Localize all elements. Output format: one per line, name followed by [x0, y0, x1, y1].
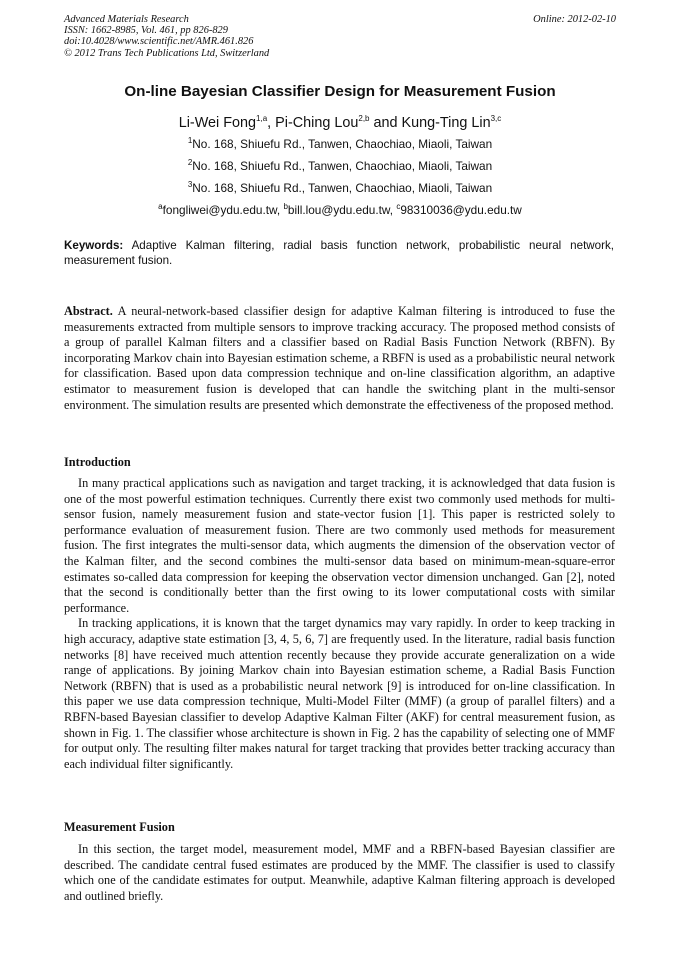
email-sup: c — [396, 202, 401, 212]
abstract — [64, 304, 615, 413]
email-sup: a — [158, 202, 163, 212]
email-sep: , — [389, 203, 397, 217]
measurement-fusion-body — [64, 842, 615, 904]
copyright-line: © 2012 Trans Tech Publications Ltd, Switzerland — [64, 47, 270, 59]
affiliation-text: No. 168, Shiuefu Rd., Tanwen, Chaochiao, Miaoli, Taiwan — [192, 137, 493, 151]
email-link[interactable]: 98310036@ydu.edu.tw — [400, 203, 522, 217]
section-heading-introduction: Introduction — [64, 455, 131, 469]
paragraph: In many practical applications such as navigation and target tracking, it is acknowledged that data fusion is one of the most powerful estimation techniques. Currently there exist two commonly used methods for multi-sensor fusion, namely measurement fusion and state-vector fusion [1]. This paper is restricted solely to performance evaluation of measurement fusion. There are two commonly used methods for measurement fusion. The first integrates the multi-sensor data, which augments the dimension of the observation vector of the Kalman filter, and the second combines the multi-sensor data based on minimum-mean-square-error estimates so-called data compression for keeping the observation vector dimension unchanged. Gan [2], noted that the second is conditionally better than the first owing to its lower computational costs with similar performance. — [64, 476, 615, 615]
abstract-text: A neural-network-based classifier design for adaptive Kalman filtering is introduced to fuse the measurements extracted from multiple sensors to improve tracking accuracy. The proposed method consists of a group of parallel Kalman filters and a classifier based on Radial Basis Function Network (RBFN). By incorporating Markov chain into Bayesian estimation scheme, a RBFN is used as a probabilistic neural network for classification. Based upon data compression technique and on-line classification algorithm, an adaptive estimator to measurement fusion is developed that can handle the switching plant in the multi-sensor environment. The simulation results are presented which demonstrate the effectiveness of the proposed method. — [64, 304, 615, 412]
affiliation-sup: 1 — [187, 136, 193, 146]
affiliation-text: No. 168, Shiuefu Rd., Tanwen, Chaochiao, Miaoli, Taiwan — [192, 181, 493, 195]
email-line — [64, 203, 616, 217]
author-sup: 1,a — [256, 114, 268, 124]
author-name: Li-Wei Fong — [178, 115, 257, 131]
issn-line: ISSN: 1662-8985, Vol. 461, pp 826-829 — [64, 25, 228, 37]
affiliation-sup: 2 — [187, 158, 193, 168]
paper-title: On-line Bayesian Classifier Design for Measurement Fusion — [124, 83, 556, 100]
author-sup: 2,b — [358, 114, 370, 124]
affiliation-sup: 3 — [187, 180, 193, 190]
paragraph: In this section, the target model, measurement model, MMF and a RBFN-based Bayesian classifier are described. The candidate central fused estimates are produced by the MMF. The classifier is used to classify which one of the candidate estimates for output. Meanwhile, adaptive Kalman filtering approach is developed and outlined briefly. — [64, 842, 615, 903]
affiliation-1 — [64, 137, 616, 151]
email-sup: b — [283, 202, 288, 212]
author-sep: and — [369, 115, 402, 131]
journal-header — [64, 14, 616, 59]
author-sep: , — [267, 115, 276, 131]
keywords-label: Keywords: — [64, 239, 124, 252]
introduction-body — [64, 476, 615, 772]
online-date: Online: 2012-02-10 — [533, 14, 616, 25]
paragraph: In tracking applications, it is known that the target dynamics may vary rapidly. In order to keep tracking in high accuracy, adaptive state estimation [3, 4, 5, 6, 7] are frequently used. In the literature, radial basis function networks [8] have received much attention recently because they provide accurate generalization on a wide range of applications. By joining Markov chain into Bayesian estimation scheme, a Radial Basis Function Network (RBFN) that is used as a probabilistic neural network [9] is introduced for on-line classification. In this paper we use data compression technique, Multi-Model Filter (MMF) (a group of parallel filters) and a RBFN-based Bayesian classifier to develop Adaptive Kalman Filter (AKF) for central measurement fusion, as shown in Fig. 1. The classifier whose architecture is shown in Fig. 2 has the capability of selecting one of MMF for output only. The resulting filter makes natural for target tracking that provides better tracking accuracy than each individual filter significantly. — [64, 616, 615, 771]
affiliation-text: No. 168, Shiuefu Rd., Tanwen, Chaochiao, Miaoli, Taiwan — [192, 159, 493, 173]
email-link[interactable]: fongliwei@ydu.edu.tw — [162, 203, 277, 217]
author-sup: 3,c — [490, 114, 502, 124]
journal-name: Advanced Materials Research — [64, 14, 189, 25]
affiliation-2 — [64, 159, 616, 173]
keywords — [64, 238, 614, 268]
email-sep: , — [276, 203, 284, 217]
email-link[interactable]: bill.lou@ydu.edu.tw — [287, 203, 390, 217]
author-name: Kung-Ting Lin — [401, 115, 491, 131]
author-list — [64, 115, 616, 131]
section-heading-measurement-fusion: Measurement Fusion — [64, 820, 175, 834]
keywords-text: Adaptive Kalman filtering, radial basis function network, probabilistic neural network, measurement fusion. — [64, 239, 614, 267]
affiliation-3 — [64, 181, 616, 195]
author-name: Pi-Ching Lou — [275, 115, 359, 131]
doi-line: doi:10.4028/www.scientific.net/AMR.461.826 — [64, 36, 254, 48]
abstract-label: Abstract. — [64, 304, 113, 318]
